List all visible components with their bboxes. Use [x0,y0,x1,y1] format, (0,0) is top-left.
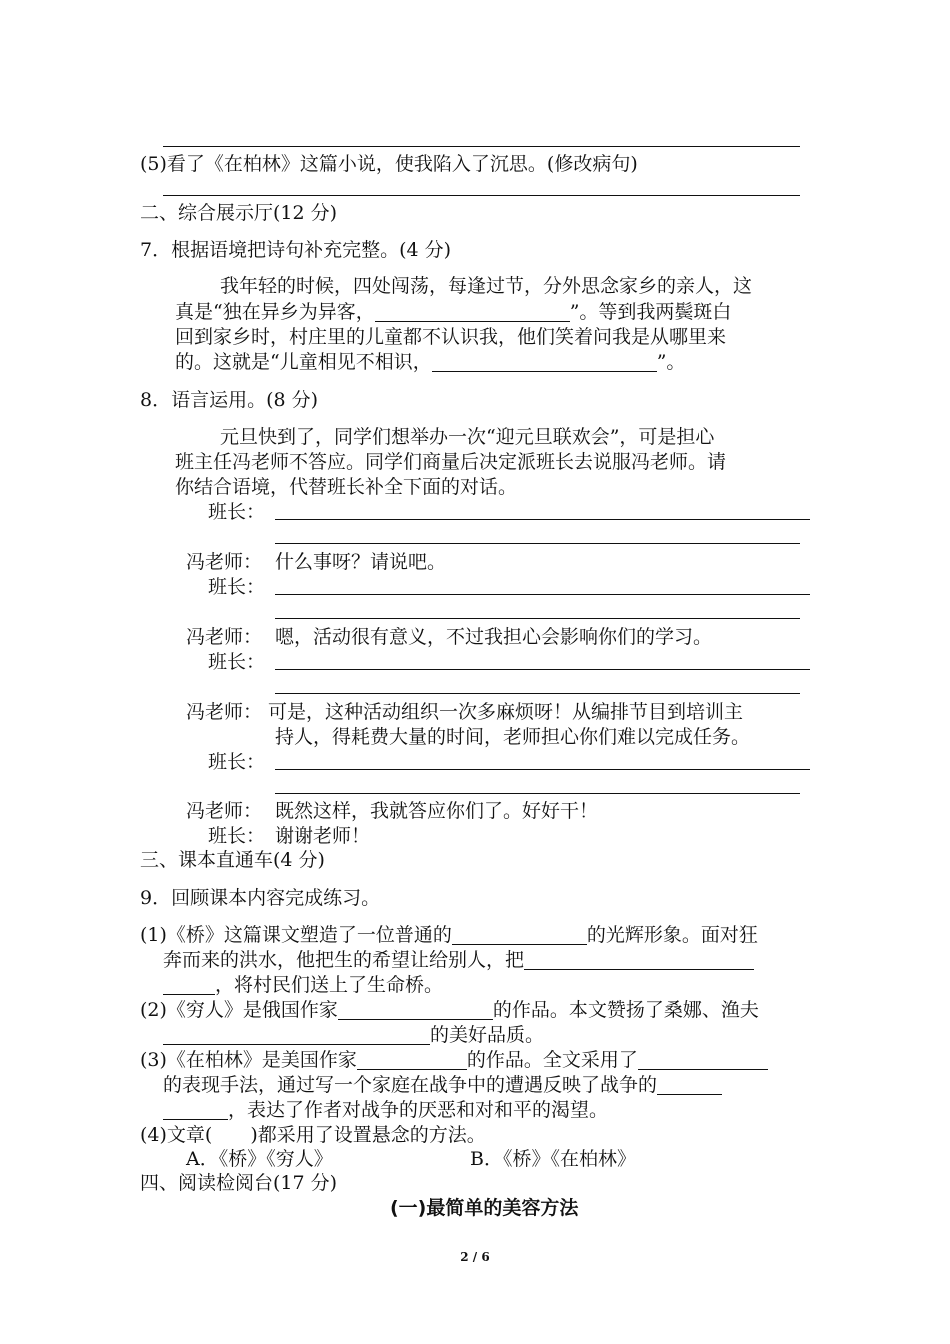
monitor-label: 班长： [208,501,266,523]
teacher-line-3b: 持人，得耗费大量的时间，老师担心你们难以完成任务。 [275,726,751,748]
page-number: 2 / 6 [460,1250,490,1264]
q9-p3-line2 [163,1073,722,1097]
q7-line2 [175,300,731,324]
q9-p3-text: 的表现手法，通过写一个家庭在战争中的遭遇反映了战争的 [163,1074,658,1096]
teacher-label: 冯老师： [186,551,263,573]
blank-q9-2[interactable] [524,950,754,970]
q8-intro-2: 班主任冯老师不答应。同学们商量后决定派班长去说服冯老师。请 [175,451,727,473]
q8-intro-1: 元旦快到了，同学们想举办一次“迎元旦联欢会”，可是担心 [220,426,715,448]
q9-p1-text: 奔而来的洪水，他把生的希望让给别人，把 [163,949,525,971]
blank-q9-1[interactable] [452,925,587,945]
blank-q9-7-cont[interactable] [163,1100,228,1120]
teacher-label: 冯老师： [186,701,263,723]
monitor-label: 班长： [208,751,266,773]
q9-p2-text-mid: 的作品。本文赞扬了桑娜、渔夫 [492,999,759,1021]
q8-title: 8．语言运用。(8 分) [140,389,319,411]
q9-p4-text: (4)文章( [140,1124,213,1146]
q7-line1: 我年轻的时候，四处闯荡，每逢过节，分外思念家乡的亲人，这 [220,275,753,297]
section2-heading: 二、综合展示厅(12 分) [140,202,338,224]
option-a[interactable]: A．《桥》《穷人》 [186,1148,333,1170]
monitor-label: 班长： [208,576,266,598]
q9-p1-line3 [163,973,443,997]
blank-q9-5[interactable] [357,1050,467,1070]
answer-line[interactable] [275,594,810,595]
q7-line4 [175,350,685,374]
q7-line2-text: 真是“独在异乡为异客， [175,301,375,323]
answer-line[interactable] [275,693,800,694]
teacher-label: 冯老师： [186,800,263,822]
q6-item5: (5)看了《在柏林》这篇小说，使我陷入了沉思。(修改病句) [140,153,638,175]
monitor-final-line: 谢谢老师！ [275,825,371,847]
q7-line4-text: 的。这就是“儿童相见不相识， [175,351,432,373]
q7-line3: 回到家乡时，村庄里的儿童都不认识我，他们笑着问我是从哪里来 [175,326,727,348]
blank-q9-2-cont[interactable] [163,975,215,995]
q9-p3-line1 [140,1048,768,1072]
answer-line[interactable] [275,519,810,520]
q9-p4-text-end: )都采用了设置悬念的方法。 [250,1124,486,1146]
blank-q9-7[interactable] [657,1075,722,1095]
q9-p1-line2 [163,948,754,972]
answer-line[interactable] [163,146,800,147]
answer-line[interactable] [275,618,800,619]
q9-p2-line1 [140,998,759,1022]
teacher-line-2: 嗯，活动很有意义，不过我担心会影响你们的学习。 [275,626,713,648]
q9-p3-text-mid: 的作品。全文采用了 [466,1049,638,1071]
section3-heading: 三、课本直通车(4 分) [140,849,325,871]
teacher-label: 冯老师： [186,626,263,648]
teacher-line-3a: 可是，这种活动组织一次多麻烦呀！从编排节目到培训主 [268,701,744,723]
teacher-line-1: 什么事呀？请说吧。 [275,551,447,573]
q9-p2-line2 [163,1023,544,1047]
q9-p2-text: (2)《穷人》是俄国作家 [140,999,338,1021]
teacher-line-4: 既然这样，我就答应你们了。好好干！ [275,800,599,822]
q7-line2-text-end: ”。等到我两鬓斑白 [569,301,732,323]
q9-p1-text-end: 的光辉形象。面对狂 [586,924,758,946]
q9-p4 [140,1123,486,1147]
section4-heading: 四、阅读检阅台(17 分) [140,1172,338,1194]
q9-p2-text-end: 的美好品质。 [430,1024,545,1046]
q9-p3-text-end: ，表达了作者对战争的厌恶和对和平的渴望。 [228,1099,609,1121]
q9-p1-text: (1)《桥》这篇课文塑造了一位普通的 [140,924,452,946]
answer-line[interactable] [275,793,800,794]
answer-line[interactable] [275,543,800,544]
answer-line[interactable] [163,195,800,196]
q7-line4-text-end: ”。 [656,351,686,373]
monitor-label: 班长： [208,651,266,673]
blank-q9-6[interactable] [638,1050,768,1070]
q9-p1-text-end: ，将村民们送上了生命桥。 [215,974,444,996]
answer-line[interactable] [275,769,810,770]
option-b[interactable]: B．《桥》《在柏林》 [470,1148,636,1170]
monitor-label: 班长： [208,825,266,847]
reading-title: (一)最简单的美容方法 [390,1197,579,1219]
blank-q9-4[interactable] [163,1025,430,1045]
poem-blank-1[interactable] [375,302,570,322]
q8-intro-3: 你结合语境，代替班长补全下面的对话。 [175,476,518,498]
blank-q9-3[interactable] [338,1000,493,1020]
poem-blank-2[interactable] [432,352,657,372]
q9-title: 9．回顾课本内容完成练习。 [140,887,381,909]
q9-p1-line1 [140,923,758,947]
answer-line[interactable] [275,669,810,670]
q7-title: 7．根据语境把诗句补充完整。(4 分) [140,239,452,261]
q9-p3-line3 [163,1098,608,1122]
q9-p3-text: (3)《在柏林》是美国作家 [140,1049,357,1071]
